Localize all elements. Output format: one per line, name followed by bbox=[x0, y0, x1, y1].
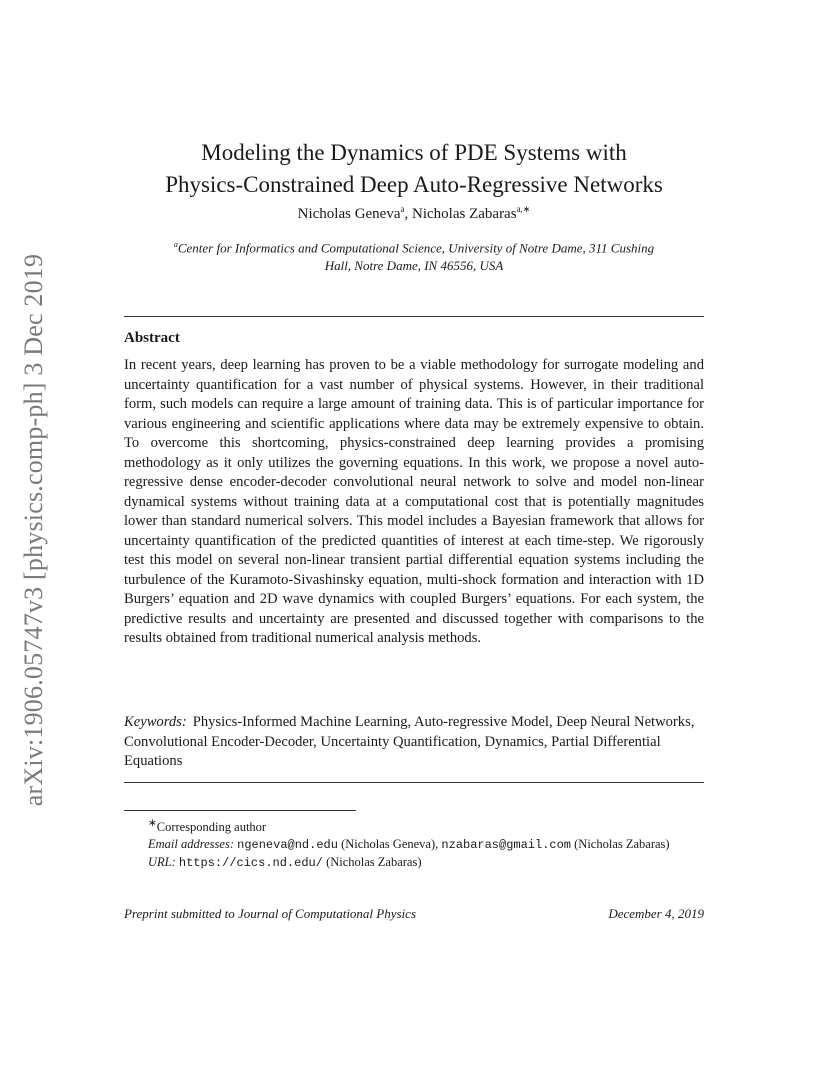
keywords-label: Keywords: bbox=[124, 714, 187, 730]
footnote-corresponding bbox=[124, 815, 684, 836]
abstract-top-rule bbox=[124, 316, 704, 317]
affiliation bbox=[124, 236, 704, 275]
author-geneva-mark: a bbox=[400, 204, 405, 214]
abstract-text: In recent years, deep learning has proven to be a viable methodology for surrogate modeling and uncertainty quantification for a vast number of physical systems. However, in their traditional form, such models can require a large amount of training data. This is of particular importance for various engineering and scientific applications where data may be extremely expensive to obtain. To overcome this shortcoming, physics-constrained deep learning provides a promising methodology as it only utilizes the governing equations. In this work, we propose a novel auto-regressive dense encoder-decoder convolutional neural network to solve and model non-linear dynamical systems without training data at a computational cost that is potentially magnitudes lower than standard numerical solvers. This model includes a Bayesian framework that allows for uncertainty quantification of the predicted quantities of interest at each time-step. We rigorously test this model on several non-linear transient partial differential equation systems including the turbulence of the Kuramoto-Sivashinsky equation, multi-shock formation and interaction with 1D Burgers’ equation and 2D wave dynamics with coupled Burgers’ equations. For each system, the predictive results and uncertainty are presented and discussed together with comparisons to the results obtained from traditional numerical analysis methods. bbox=[124, 357, 704, 646]
author-zabaras: Nicholas Zabaras bbox=[412, 206, 517, 222]
footnote-emails bbox=[124, 836, 684, 854]
email-zabaras-link[interactable]: nzabaras@gmail.com bbox=[441, 838, 572, 853]
footer-date: December 4, 2019 bbox=[608, 906, 704, 921]
url-label: URL: bbox=[148, 855, 176, 870]
author-separator: , bbox=[404, 206, 413, 222]
email-label: Email addresses: bbox=[148, 837, 234, 852]
footnote-url bbox=[124, 854, 684, 872]
footer-journal: Preprint submitted to Journal of Computational Physics bbox=[124, 906, 417, 921]
footnote-rule bbox=[124, 810, 356, 811]
author-list bbox=[124, 204, 704, 223]
email-geneva-link[interactable]: ngeneva@nd.edu bbox=[237, 838, 338, 853]
affiliation-mark: a bbox=[173, 240, 178, 249]
paper-title bbox=[124, 137, 704, 201]
arxiv-identifier: arXiv:1906.05747v3 [physics.comp-ph] 3 Dec 2019 bbox=[19, 253, 48, 807]
corresponding-mark: ∗ bbox=[148, 818, 157, 829]
abstract-bottom-rule bbox=[124, 782, 704, 783]
keywords bbox=[124, 713, 704, 772]
corresponding-text: Corresponding author bbox=[156, 820, 267, 835]
url-name: (Nicholas Zabaras) bbox=[322, 855, 422, 870]
email-zabaras-name: (Nicholas Zabaras) bbox=[571, 837, 670, 852]
keywords-text: Physics-Informed Machine Learning, Auto-regressive Model, Deep Neural Networks, Convolutional Encoder-Decoder, Uncertainty Quantification, Dynamics, Partial Differential Equations bbox=[124, 714, 695, 769]
title-line-2: Physics-Constrained Deep Auto-Regressive Networks bbox=[165, 172, 663, 198]
url-link[interactable]: https://cics.nd.edu/ bbox=[178, 856, 323, 871]
affiliation-line-2: Hall, Notre Dame, IN 46556, USA bbox=[324, 258, 504, 274]
email-geneva-name: (Nicholas Geneva), bbox=[337, 837, 442, 852]
author-zabaras-mark: a,∗ bbox=[516, 204, 531, 214]
title-line-1: Modeling the Dynamics of PDE Systems with bbox=[201, 140, 627, 166]
abstract-heading: Abstract bbox=[124, 330, 180, 346]
page-footer bbox=[124, 906, 704, 922]
footnotes bbox=[124, 815, 684, 872]
affiliation-line-1: Center for Informatics and Computational Science, University of Notre Dame, 311 Cushing bbox=[177, 240, 655, 256]
author-geneva: Nicholas Geneva bbox=[297, 206, 401, 222]
